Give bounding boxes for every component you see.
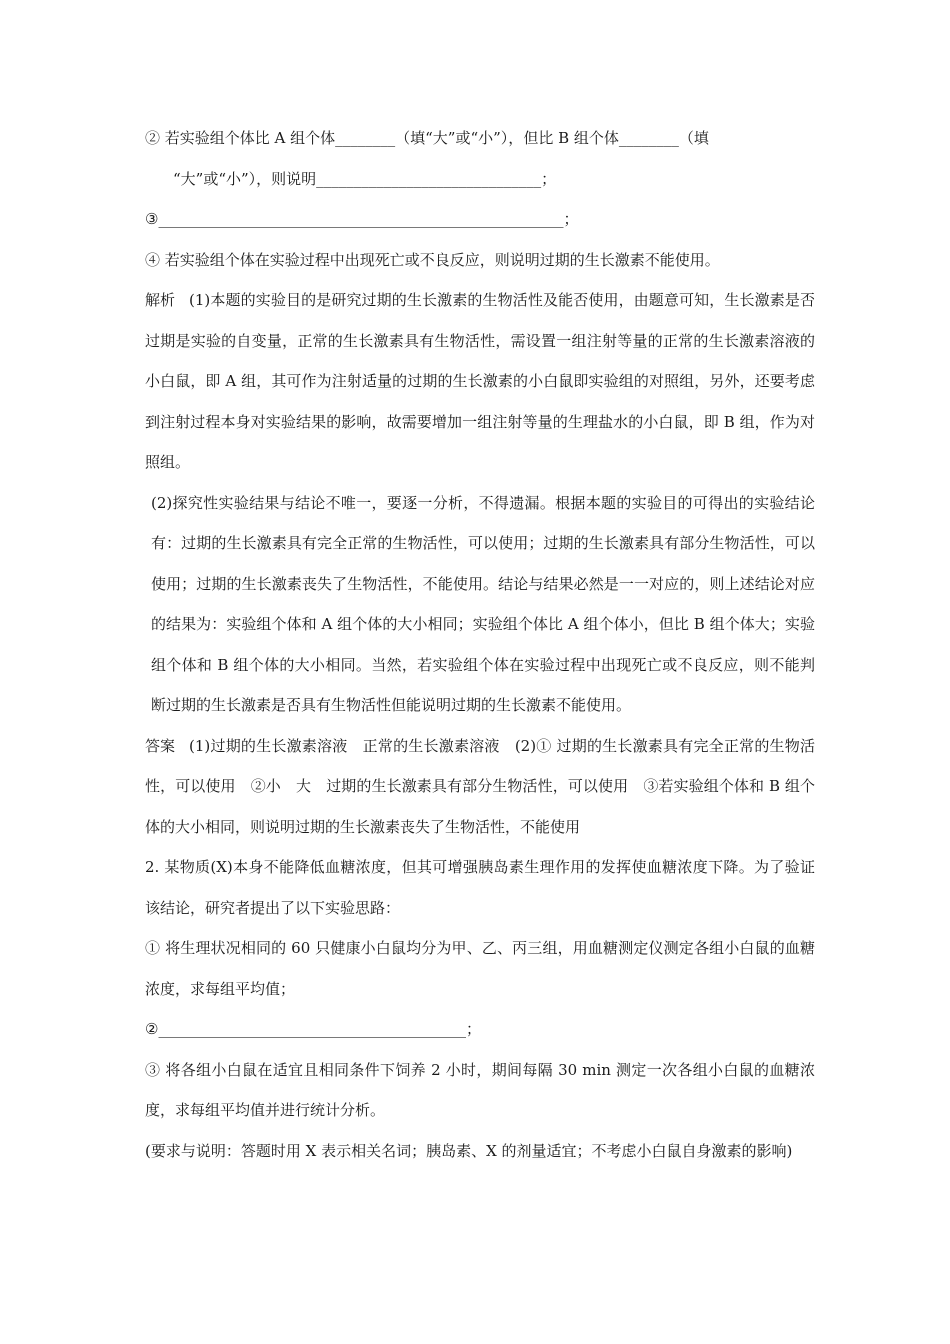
question-2-step-1: ① 将生理状况相同的 60 只健康小白鼠均分为甲、乙、丙三组，用血糖测定仪测定各组小白鼠的血糖浓度，求每组平均值； xyxy=(145,939,815,998)
result-line-4: ④ 若实验组个体在实验过程中出现死亡或不良反应，则说明过期的生长激素不能使用。 xyxy=(145,250,720,269)
question-2-note: (要求与说明：答题时用 X 表示相关名词；胰岛素、X 的剂量适宜；不考虑小白鼠自身激素的影响) xyxy=(145,1141,793,1160)
result-line-3: ③______________________________________________________； xyxy=(145,210,579,228)
result-line-2-cont: “大”或“小”），则说明______________________________； xyxy=(173,169,557,188)
document-page xyxy=(145,118,815,1171)
result-line-2: ② 若实验组个体比 A 组个体________（填“大”或“小”），但比 B 组个体________（填 xyxy=(145,129,709,147)
answer-label: 答案 xyxy=(145,736,176,755)
question-2-intro: 2. 某物质(X)本身不能降低血糖浓度，但其可增强胰岛素生理作用的发挥使血糖浓度下降。为了验证该结论，研究者提出了以下实验思路： xyxy=(145,858,815,917)
analysis-paragraph-1 xyxy=(145,280,815,483)
analysis-text-1: (1)本题的实验目的是研究过期的生长激素的生物活性及能否使用，由题意可知，生长激素是否过期是实验的自变量，正常的生长激素具有生物活性，需设置一组注射等量的正常的生长激素溶液的小白鼠，即 A 组，其可作为注射适量的过期的生长激素的小白鼠即实验组的对照组，另外，还要考虑到注射过程本身对实验结果的影响，故需要增加一组注射等量的生理盐水的小白鼠，即 B 组，作为对照组。 xyxy=(145,291,815,471)
analysis-label: 解析 xyxy=(145,291,176,309)
question-2-step-2: ②_________________________________________； xyxy=(145,1020,481,1038)
answer-text: (1)过期的生长激素溶液 正常的生长激素溶液 (2)① 过期的生长激素具有完全正常的生物活性，可以使用 ②小 大 过期的生长激素具有部分生物活性，可以使用 ③若实验组个体和 B 组个体的大小相同，则说明过期的生长激素丧失了生物活性，不能使用 xyxy=(145,736,815,836)
analysis-paragraph-2: (2)探究性实验结果与结论不唯一，要逐一分析，不得遗漏。根据本题的实验目的可得出的实验结论有：过期的生长激素具有完全正常的生物活性，可以使用；过期的生长激素具有部分生物活性，可以使用；过期的生长激素丧失了生物活性，不能使用。结论与结果必然是一一对应的，则上述结论对应的结果为：实验组个体和 A 组个体的大小相同；实验组个体比 A 组个体小，但比 B 组个体大；实验组个体和 B 组个体的大小相同。当然，若实验组个体在实验过程中出现死亡或不良反应，则不能判断过期的生长激素是否具有生物活性但能说明过期的生长激素不能使用。 xyxy=(151,493,815,714)
answer-paragraph xyxy=(145,726,815,848)
question-2-step-3: ③ 将各组小白鼠在适宜且相同条件下饲养 2 小时，期间每隔 30 min 测定一次各组小白鼠的血糖浓度，求每组平均值并进行统计分析。 xyxy=(145,1060,815,1119)
